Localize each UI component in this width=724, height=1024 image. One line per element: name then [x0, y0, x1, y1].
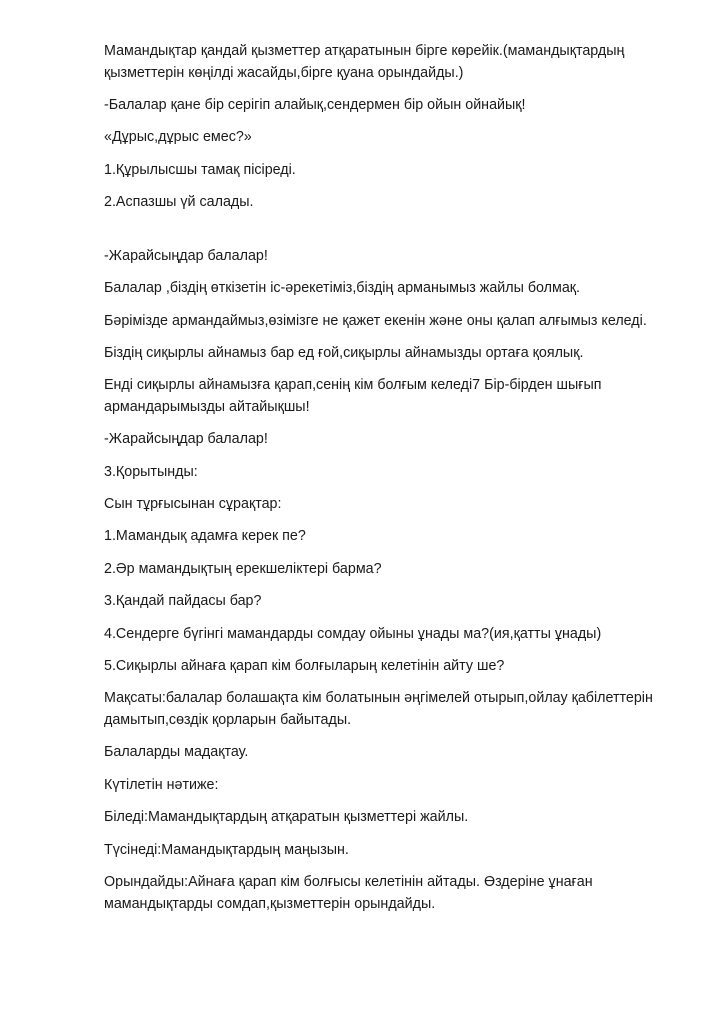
outcome-item: Біледі:Мамандықтардың атқаратын қызметтері жайлы.: [104, 809, 469, 826]
list-item: 2.Аспазшы үй салады.: [104, 194, 254, 211]
question-item: 3.Қандай пайдасы бар?: [104, 593, 262, 610]
question-item: 2.Әр мамандықтың ерекшеліктері барма?: [104, 560, 382, 577]
paragraph-mirror-task: Енді сиқырлы айнамызға қарап,сенің кім болғым келеді7 Бір-бірден шығып армандарымызды айтайықшы!: [104, 377, 602, 415]
document-body: [104, 41, 684, 926]
paragraph-intro: Мамандықтар қандай қызметтер атқаратынын бірге көрейік.(мамандықтардың қызметтерін көңілді жасайды,бірге қуана орындайды.): [104, 43, 625, 81]
paragraph-praise: -Жарайсыңдар балалар!: [104, 247, 268, 264]
section-subheading: Сын тұрғысынан сұрақтар:: [104, 496, 282, 513]
paragraph-topic: Балалар ,біздің өткізетін іс-әрекетіміз,біздің арманымыз жайлы болмақ.: [104, 280, 581, 297]
paragraph-praise: -Жарайсыңдар балалар!: [104, 431, 268, 448]
question-item: 5.Сиқырлы айнаға қарап кім болғыларың келетінін айту ше?: [104, 658, 505, 675]
outcome-item: Орындайды:Айнаға қарап кім болғысы келетінін айтады. Өздеріне ұнаған мамандықтарды сомдап,қызметтерін орындайды.: [104, 873, 593, 912]
section-heading: Күтілетін нәтиже:: [104, 776, 219, 793]
paragraph-praise-children: Балаларды мадақтау.: [104, 744, 249, 761]
paragraph-game-title: «Дұрыс,дұрыс емес?»: [104, 129, 252, 146]
question-item: 4.Сендерге бүгінгі мамандарды сомдау ойыны ұнады ма?(ия,қатты ұнады): [104, 625, 602, 642]
paragraph-mirror: Біздің сиқырлы айнамыз бар ед ғой,сиқырлы айнамызды ортаға қоялық.: [104, 344, 584, 361]
paragraph-game-invite: -Балалар қане бір серігіп алайық,сендермен бір ойын ойнайық!: [104, 96, 526, 113]
question-item: 1.Мамандық адамға керек пе?: [104, 528, 306, 545]
list-item: 1.Құрылысшы тамақ пісіреді.: [104, 161, 296, 178]
outcome-item: Түсінеді:Мамандықтардың маңызын.: [104, 841, 349, 858]
paragraph-goal: Мақсаты:балалар болашақта кім болатынын әңгімелей отырып,ойлау қабілеттерін дамытып,сөздік қорларын байытады.: [104, 690, 653, 729]
paragraph-dreams: Бәрімізде армандаймыз,өзімізге не қажет екенін және оны қалап алғымыз келеді.: [104, 312, 647, 329]
section-heading: 3.Қорытынды:: [104, 463, 198, 480]
